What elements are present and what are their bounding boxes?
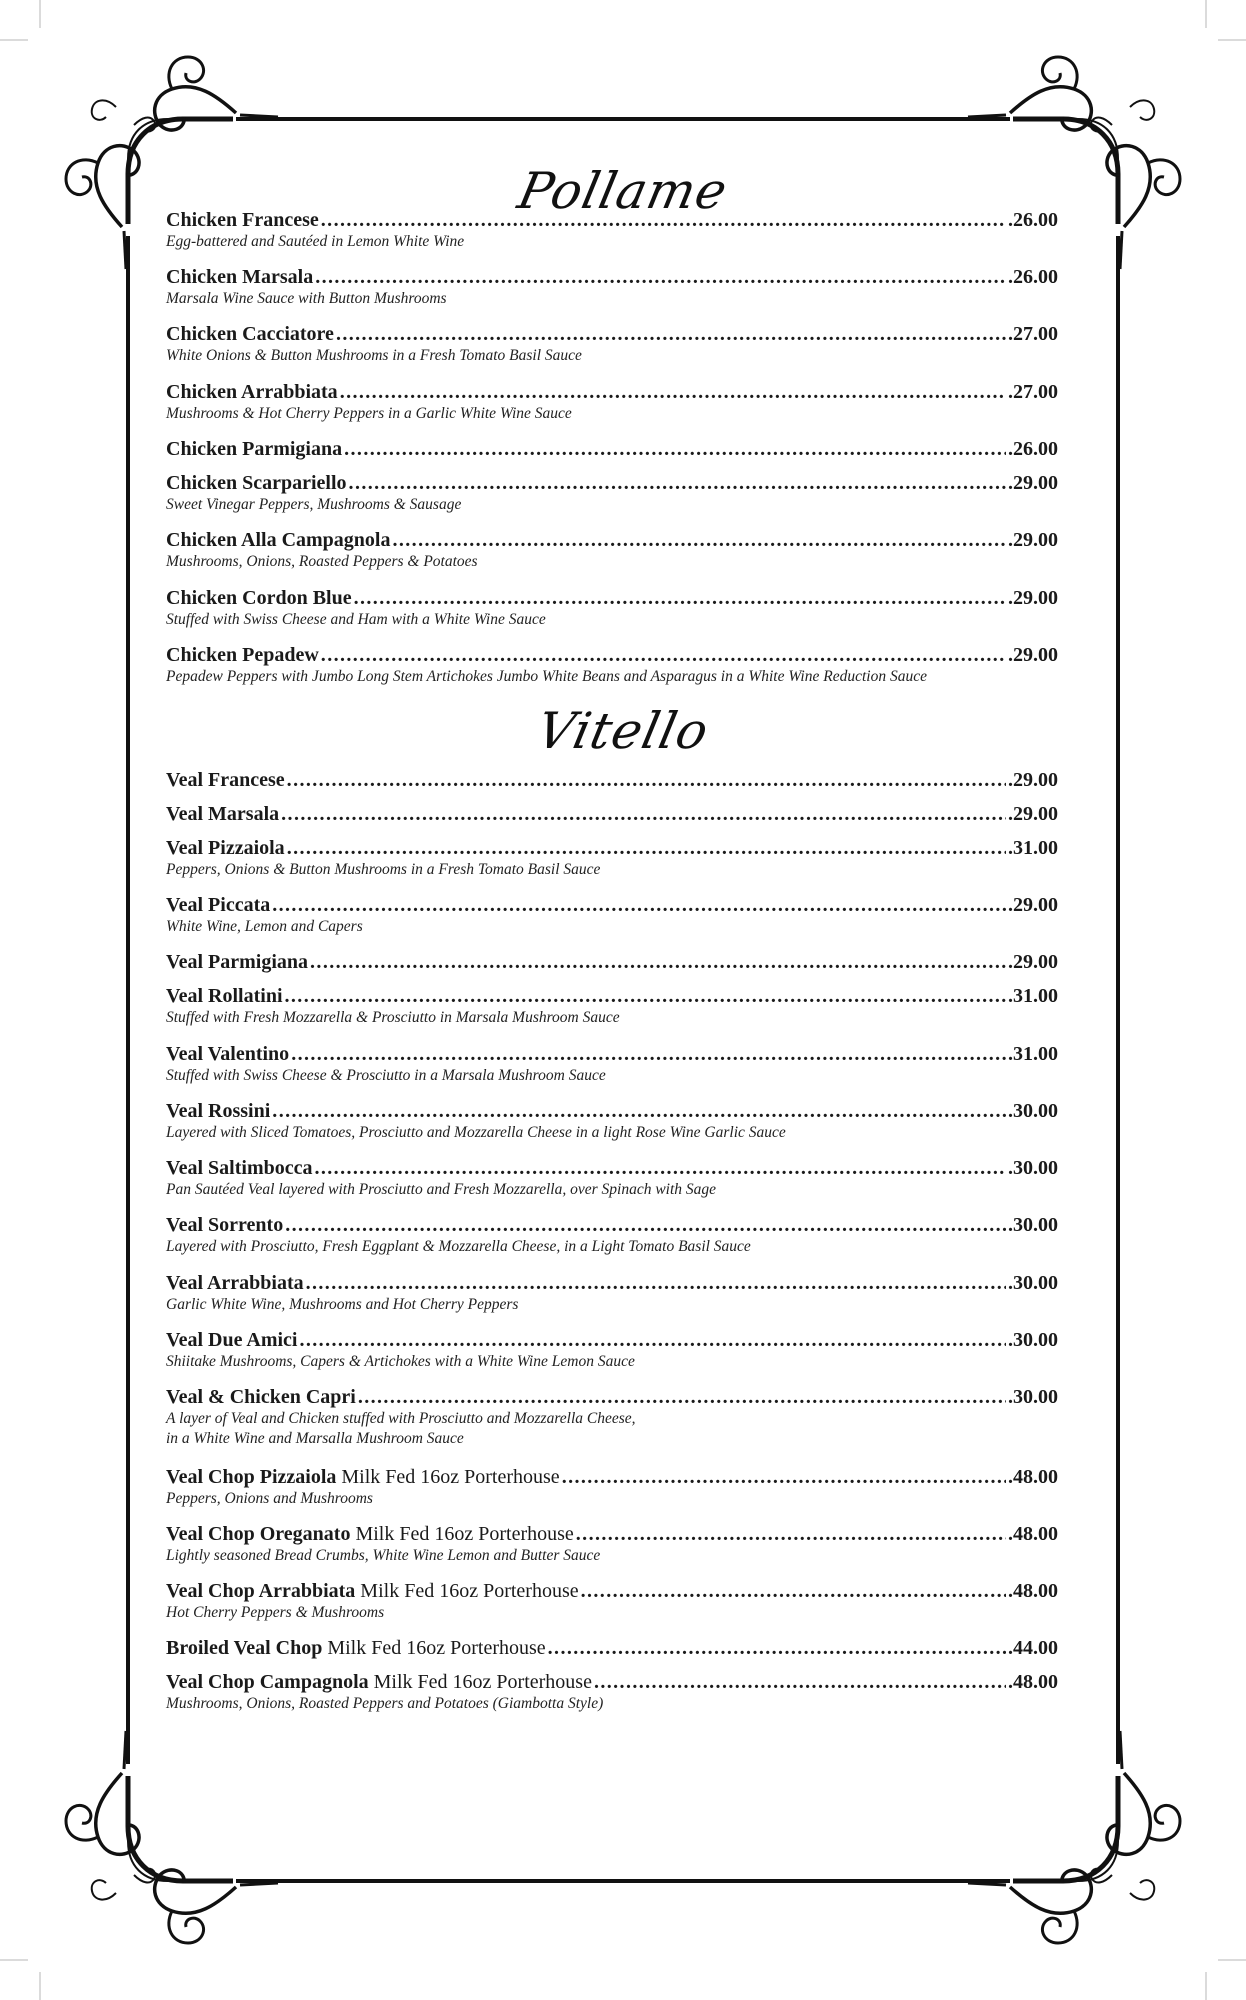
item-price: .48.00 <box>1008 1671 1058 1693</box>
menu-item <box>166 528 1058 572</box>
item-price: .31.00 <box>1008 1043 1058 1065</box>
item-price: .26.00 <box>1008 209 1058 231</box>
menu-item <box>166 380 1058 424</box>
item-name: Veal & Chicken Capri <box>166 1386 356 1408</box>
menu-item <box>166 950 1058 974</box>
dot-leader <box>285 984 1007 1008</box>
item-price: .27.00 <box>1008 323 1058 345</box>
dot-leader <box>392 528 1006 552</box>
item-description: Peppers, Onions and Mushrooms <box>166 1490 373 1507</box>
section-title-pollame: Pollame <box>513 162 733 220</box>
menu-item <box>166 893 1058 937</box>
item-name: Veal Chop Pizzaiola <box>166 1466 337 1488</box>
item-description: Sweet Vinegar Peppers, Mushrooms & Sausage <box>166 496 462 513</box>
item-name: Chicken Alla Campagnola <box>166 529 391 551</box>
dot-leader <box>285 1213 1006 1237</box>
item-description: Hot Cherry Peppers & Mushrooms <box>166 1604 385 1621</box>
menu-item <box>166 1156 1058 1200</box>
item-description: Pan Sautéed Veal layered with Prosciutto and Fresh Mozzarella, over Spinach with Sage <box>166 1181 717 1198</box>
menu-item <box>166 1213 1058 1257</box>
item-name: Chicken Marsala <box>166 266 314 288</box>
dot-leader <box>321 643 1006 667</box>
item-name: Veal Marsala <box>166 803 280 825</box>
item-name: Veal Arrabbiata <box>166 1272 304 1294</box>
menu-item <box>166 1042 1058 1086</box>
menu-item <box>166 265 1058 309</box>
dot-leader <box>306 1271 1006 1295</box>
item-price: .31.00 <box>1008 837 1058 859</box>
menu-item <box>166 1465 1058 1509</box>
item-name: Chicken Francese <box>166 209 319 231</box>
item-price: .29.00 <box>1008 803 1058 825</box>
dot-leader <box>272 1099 1006 1123</box>
menu-item <box>166 1328 1058 1372</box>
dot-leader <box>594 1670 1006 1694</box>
item-name: Chicken Arrabbiata <box>166 381 338 403</box>
menu-item <box>166 768 1058 792</box>
dot-leader <box>340 380 1006 404</box>
item-name: Veal Valentino <box>166 1043 290 1065</box>
dot-leader <box>344 437 1006 461</box>
dot-leader <box>576 1522 1006 1546</box>
item-description: A layer of Veal and Chicken stuffed with Prosciutto and Mozzarella Cheese, <box>166 1410 636 1427</box>
dot-leader <box>287 768 1006 792</box>
item-price: .48.00 <box>1008 1466 1058 1488</box>
dot-leader <box>581 1579 1006 1603</box>
item-subtitle: Milk Fed 16oz Porterhouse <box>355 1523 574 1545</box>
menu-item <box>166 1670 1058 1714</box>
item-name: Veal Due Amici <box>166 1329 298 1351</box>
dot-leader <box>349 471 1006 495</box>
item-name: Veal Saltimbocca <box>166 1157 313 1179</box>
item-description: Mushrooms, Onions, Roasted Peppers & Potatoes <box>166 553 478 570</box>
item-description: Mushrooms, Onions, Roasted Peppers and Potatoes (Giambotta Style) <box>166 1695 604 1712</box>
menu-item <box>166 1099 1058 1143</box>
menu-item <box>166 437 1058 461</box>
dot-leader <box>281 802 1006 826</box>
dot-leader <box>321 208 1006 232</box>
item-name: Veal Chop Oreganato <box>166 1523 351 1545</box>
item-name: Chicken Cordon Blue <box>166 587 352 609</box>
item-description: Egg-battered and Sautéed in Lemon White Wine <box>166 233 465 250</box>
menu-item <box>166 322 1058 366</box>
item-description: Stuffed with Fresh Mozzarella & Prosciutto in Marsala Mushroom Sauce <box>166 1009 620 1026</box>
item-name: Veal Rollatini <box>166 985 283 1007</box>
item-description: Garlic White Wine, Mushrooms and Hot Cherry Peppers <box>166 1296 519 1313</box>
item-price: .44.00 <box>1008 1637 1058 1659</box>
dot-leader <box>358 1385 1006 1409</box>
item-description: Mushrooms & Hot Cherry Peppers in a Garlic White Wine Sauce <box>166 405 572 422</box>
item-price: .29.00 <box>1008 472 1058 494</box>
menu-item <box>166 1636 1058 1660</box>
dot-leader <box>291 1042 1006 1066</box>
dot-leader <box>299 1328 1006 1352</box>
item-price: .27.00 <box>1008 381 1058 403</box>
item-subtitle: Milk Fed 16oz Porterhouse <box>373 1671 592 1693</box>
item-price: .30.00 <box>1008 1329 1058 1351</box>
dot-leader <box>287 836 1006 860</box>
item-name: Veal Pizzaiola <box>166 837 285 859</box>
item-subtitle: Milk Fed 16oz Porterhouse <box>327 1637 546 1659</box>
dot-leader <box>548 1636 1006 1660</box>
menu-item <box>166 836 1058 880</box>
item-price: .31.00 <box>1008 985 1058 1007</box>
menu-item <box>166 802 1058 826</box>
item-price: .29.00 <box>1008 644 1058 666</box>
item-description: Layered with Sliced Tomatoes, Prosciutto and Mozzarella Cheese in a light Rose Wine Garlic Sauce <box>166 1124 786 1141</box>
dot-leader <box>310 950 1006 974</box>
dot-leader <box>314 1156 1006 1180</box>
menu-item <box>166 586 1058 630</box>
dot-leader <box>336 322 1006 346</box>
item-name: Chicken Cacciatore <box>166 323 334 345</box>
item-description: Stuffed with Swiss Cheese and Ham with a White Wine Sauce <box>166 611 546 628</box>
menu-item <box>166 208 1058 252</box>
item-name: Broiled Veal Chop <box>166 1637 323 1659</box>
item-description: Peppers, Onions & Button Mushrooms in a Fresh Tomato Basil Sauce <box>166 861 601 878</box>
item-price: .30.00 <box>1008 1214 1058 1236</box>
item-name: Veal Sorrento <box>166 1214 284 1236</box>
menu-item <box>166 643 1058 687</box>
corner-ornament-bottom-left <box>66 1731 278 1943</box>
item-price: .29.00 <box>1008 587 1058 609</box>
item-name: Veal Francese <box>166 769 285 791</box>
item-price: .30.00 <box>1008 1157 1058 1179</box>
menu-item <box>166 1522 1058 1566</box>
item-price: .30.00 <box>1008 1386 1058 1408</box>
item-name: Chicken Pepadew <box>166 644 319 666</box>
item-description: Shiitake Mushrooms, Capers & Artichokes with a White Wine Lemon Sauce <box>166 1353 635 1370</box>
menu-item <box>166 471 1058 515</box>
menu-item <box>166 1271 1058 1315</box>
item-name: Veal Rossini <box>166 1100 271 1122</box>
dot-leader <box>562 1465 1006 1489</box>
dot-leader <box>272 893 1006 917</box>
item-price: .48.00 <box>1008 1580 1058 1602</box>
item-name: Veal Chop Arrabbiata <box>166 1580 356 1602</box>
item-price: .30.00 <box>1008 1100 1058 1122</box>
section-title-vitello: Vitello <box>531 702 715 760</box>
dot-leader <box>315 265 1006 289</box>
item-subtitle: Milk Fed 16oz Porterhouse <box>341 1466 560 1488</box>
item-price: .29.00 <box>1008 769 1058 791</box>
item-description: Pepadew Peppers with Jumbo Long Stem Artichokes Jumbo White Beans and Asparagus in a White Wine Reduction Sauce <box>166 668 927 685</box>
item-description: Marsala Wine Sauce with Button Mushrooms <box>166 290 447 307</box>
dot-leader <box>354 586 1006 610</box>
item-name: Chicken Scarpariello <box>166 472 347 494</box>
item-price: .30.00 <box>1008 1272 1058 1294</box>
item-description: White Wine, Lemon and Capers <box>166 918 363 935</box>
item-price: .26.00 <box>1008 438 1058 460</box>
item-name: Veal Parmigiana <box>166 951 309 973</box>
item-price: .29.00 <box>1008 951 1058 973</box>
item-price: .26.00 <box>1008 266 1058 288</box>
item-name: Veal Chop Campagnola <box>166 1671 369 1693</box>
item-price: .48.00 <box>1008 1523 1058 1545</box>
corner-ornament-bottom-right <box>968 1731 1180 1943</box>
menu-item <box>166 1385 1058 1449</box>
menu-item <box>166 984 1058 1028</box>
item-description: White Onions & Button Mushrooms in a Fresh Tomato Basil Sauce <box>166 347 582 364</box>
item-name: Chicken Parmigiana <box>166 438 343 460</box>
item-price: .29.00 <box>1008 894 1058 916</box>
item-description: in a White Wine and Marsalla Mushroom Sauce <box>166 1430 464 1447</box>
item-price: .29.00 <box>1008 529 1058 551</box>
item-description: Lightly seasoned Bread Crumbs, White Wine Lemon and Butter Sauce <box>166 1547 601 1564</box>
item-subtitle: Milk Fed 16oz Porterhouse <box>360 1580 579 1602</box>
item-name: Veal Piccata <box>166 894 271 916</box>
item-description: Stuffed with Swiss Cheese & Prosciutto in a Marsala Mushroom Sauce <box>166 1067 606 1084</box>
menu-item <box>166 1579 1058 1623</box>
item-description: Layered with Prosciutto, Fresh Eggplant & Mozzarella Cheese, in a Light Tomato Basil Sauce <box>166 1238 751 1255</box>
